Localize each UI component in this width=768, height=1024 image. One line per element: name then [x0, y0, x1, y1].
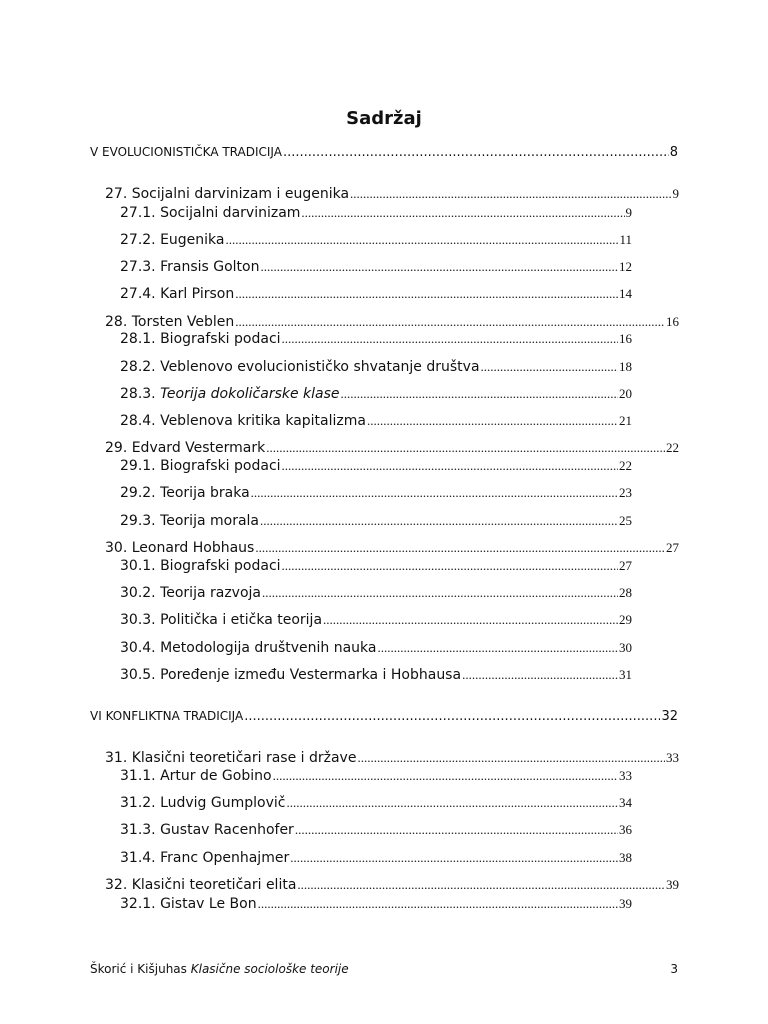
toc-entry [120, 331, 632, 347]
toc-entry [105, 750, 679, 766]
footer-authors: Škorić i Kišjuhas [90, 962, 191, 976]
toc-entry-title: 27.2. Eugenika [120, 232, 225, 248]
toc-entry [120, 822, 632, 838]
toc-entry-title: VI KONFLIKTNA TRADICIJA [90, 709, 244, 723]
toc-entry [120, 850, 632, 866]
toc-entry-title: 31.3. Gustav Racenhofer [120, 822, 294, 838]
page-title: Sadržaj [346, 108, 422, 129]
toc-entry-title: 27.3. Fransis Golton [120, 259, 260, 275]
toc-leader-dots [258, 896, 618, 912]
toc-leader-dots [283, 145, 669, 160]
toc-entry-title: 30. Leonard Hobhaus [105, 540, 255, 556]
toc-leader-dots [481, 359, 618, 375]
toc-entry-title: 30.3. Politička i etička teorija [120, 612, 323, 628]
toc-leader-dots [357, 750, 665, 766]
toc-entry-title: 30.2. Teorija razvoja [120, 585, 261, 601]
toc-entry-title: 28.1. Biografski podaci [120, 331, 281, 347]
footer-citation [90, 962, 349, 976]
toc-entry [120, 232, 632, 248]
toc-entry [120, 795, 632, 811]
toc-entry [120, 667, 632, 683]
toc-entry-title: 31.4. Franc Openhajmer [120, 850, 290, 866]
toc-leader-dots [462, 667, 618, 683]
toc-entry-page: 39 [666, 877, 679, 892]
toc-entry [120, 485, 632, 501]
toc-leader-dots [290, 850, 618, 866]
toc-entry-page: 16 [666, 314, 679, 329]
toc-leader-dots [295, 822, 618, 838]
toc-entry-page: 18 [619, 359, 632, 374]
toc-leader-dots [367, 413, 618, 429]
toc-entry-page: 21 [619, 413, 632, 428]
toc-leader-dots [323, 612, 618, 628]
toc-entry [120, 558, 632, 574]
toc-leader-dots [226, 232, 619, 248]
toc-leader-dots [260, 513, 618, 529]
toc-entry [120, 585, 632, 601]
toc-entry-italic-title: Teorija dokoličarske klase [160, 386, 340, 402]
toc-entry [120, 640, 632, 656]
toc-entry [120, 413, 632, 429]
toc-leader-dots [301, 205, 624, 221]
toc-entry-page: 33 [666, 750, 679, 765]
toc-leader-dots [286, 795, 618, 811]
toc-entry-page: 25 [619, 513, 632, 528]
toc-entry-title: 30.4. Metodologija društvenih nauka [120, 640, 377, 656]
toc-leader-dots [235, 314, 665, 330]
toc-entry-title: 31.1. Artur de Gobino [120, 768, 272, 784]
toc-entry-page: 12 [619, 259, 632, 274]
toc-entry-number: 28.3. [120, 386, 161, 402]
toc-entry-page: 14 [619, 286, 632, 301]
toc-leader-dots [341, 386, 618, 402]
toc-entry [120, 286, 632, 302]
toc-entry-title: 29.1. Biografski podaci [120, 458, 281, 474]
toc-leader-dots [251, 485, 618, 501]
toc-entry-page: 22 [666, 440, 679, 455]
toc-entry-title: 27.1. Socijalni darvinizam [120, 205, 301, 221]
toc-entry-page: 30 [619, 640, 632, 655]
toc-entry-title: 28.2. Veblenovo evolucionističko shvatanje društva [120, 359, 480, 375]
toc-entry-title: 28. Torsten Veblen [105, 314, 235, 330]
toc-entry-page: 20 [619, 386, 632, 401]
toc-leader-dots [260, 259, 618, 275]
toc-entry-page: 9 [625, 205, 632, 220]
toc-entry-title: 30.1. Biografski podaci [120, 558, 281, 574]
toc-leader-dots [235, 286, 618, 302]
toc-entry-page: 31 [619, 667, 632, 682]
toc-entry-page: 11 [619, 232, 632, 247]
toc-entry-page: 29 [619, 612, 632, 627]
toc-entry-title: 29. Edvard Vestermark [105, 440, 266, 456]
toc-entry-title: 29.2. Teorija braka [120, 485, 250, 501]
toc-entry [120, 768, 632, 784]
toc-entry [120, 359, 632, 375]
toc-leader-dots [262, 585, 618, 601]
toc-entry [90, 145, 678, 160]
toc-leader-dots [282, 331, 618, 347]
toc-entry-page: 34 [619, 795, 632, 810]
toc-entry-title: 27. Socijalni darvinizam i eugenika [105, 186, 350, 202]
footer-page-number: 3 [670, 962, 678, 976]
toc-entry [120, 896, 632, 912]
toc-entry-title: 29.3. Teorija morala [120, 513, 259, 529]
toc-leader-dots [350, 186, 671, 202]
toc-leader-dots [282, 458, 618, 474]
toc-leader-dots [244, 709, 660, 724]
toc-leader-dots [282, 558, 618, 574]
toc-entry-page: 39 [619, 896, 632, 911]
toc-entry-page: 9 [672, 186, 679, 201]
toc-entry-page: 32 [661, 709, 678, 724]
toc-entry-title [120, 386, 340, 402]
toc-entry-title: 31.2. Ludvig Gumplovič [120, 795, 286, 811]
toc-entry-page: 28 [619, 585, 632, 600]
toc-leader-dots [273, 768, 618, 784]
toc-entry-page: 16 [619, 331, 632, 346]
toc-entry [90, 709, 678, 724]
toc-entry-page: 27 [619, 558, 632, 573]
toc-leader-dots [266, 440, 665, 456]
toc-entry-page: 38 [619, 850, 632, 865]
toc-entry [120, 386, 632, 402]
toc-entry-title: 31. Klasični teoretičari rase i države [105, 750, 357, 766]
toc-entry-title: 32. Klasični teoretičari elita [105, 877, 297, 893]
toc-entry [120, 458, 632, 474]
toc-entry [105, 440, 679, 456]
toc-entry [120, 612, 632, 628]
footer-book-title: Klasične sociološke teorije [190, 962, 349, 976]
toc-entry-title: 30.5. Poređenje između Vestermarka i Hobhausa [120, 667, 462, 683]
toc-entry-page: 36 [619, 822, 632, 837]
toc-entry-page: 8 [669, 145, 678, 160]
toc-leader-dots [255, 540, 665, 556]
toc-entry-page: 27 [666, 540, 679, 555]
toc-leader-dots [377, 640, 618, 656]
toc-entry [120, 205, 632, 221]
toc-entry-page: 33 [619, 768, 632, 783]
toc-entry [105, 877, 679, 893]
toc-entry [105, 186, 679, 202]
toc-entry-page: 22 [619, 458, 632, 473]
toc-entry-title: 27.4. Karl Pirson [120, 286, 235, 302]
toc-entry [120, 513, 632, 529]
toc-entry-title: 32.1. Gistav Le Bon [120, 896, 257, 912]
toc-entry [120, 259, 632, 275]
toc-entry [105, 540, 679, 556]
toc-leader-dots [297, 877, 665, 893]
toc-entry-title: V EVOLUCIONISTIČKA TRADICIJA [90, 145, 282, 159]
toc-entry-page: 23 [619, 485, 632, 500]
toc-entry-title: 28.4. Veblenova kritika kapitalizma [120, 413, 366, 429]
toc-entry [105, 314, 679, 330]
